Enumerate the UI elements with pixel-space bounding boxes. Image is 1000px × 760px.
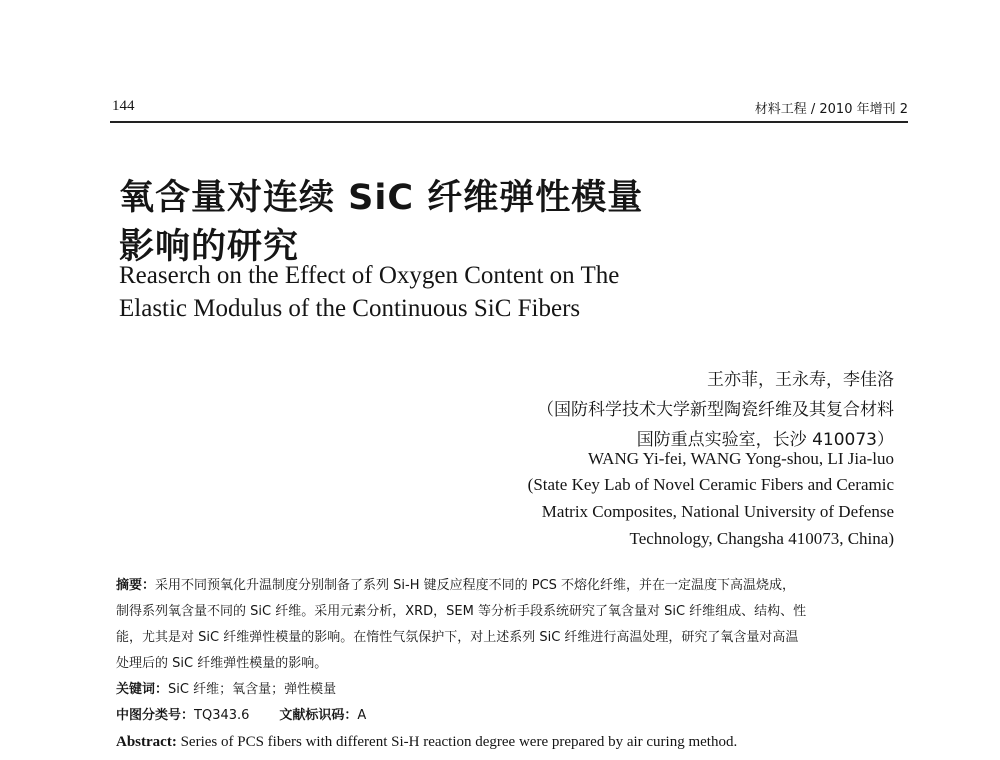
authors-cn: 王亦菲，王永寿，李佳洛: [707, 370, 894, 390]
abstract-en-text: Series of PCS fibers with different Si-H reaction degree were prepared by air curing method.: [180, 734, 738, 750]
classification: [116, 704, 366, 723]
page-number: 144: [112, 98, 135, 114]
abstract-en: [116, 734, 737, 751]
affiliation-en-line3: Technology, Changsha 410073, China): [629, 529, 894, 548]
title-cn-line2: 影响的研究: [119, 227, 300, 267]
affiliation-cn-line1: （国防科学技术大学新型陶瓷纤维及其复合材料: [537, 400, 894, 420]
header-rule: [110, 121, 908, 123]
abstract-cn-line1: [116, 574, 795, 593]
abstract-cn-line2: 制得系列氧含量不同的 SiC 纤维。采用元素分析，XRD，SEM 等分析手段系统研究了氧含量对 SiC 纤维组成、结构、性: [116, 604, 807, 619]
clc-label: 中图分类号：: [116, 708, 195, 723]
authors-en: WANG Yi-fei, WANG Yong-shou, LI Jia-luo: [588, 449, 894, 468]
abstract-cn-label: 摘要：: [116, 578, 156, 593]
doc-code-label: 文献标识码：: [279, 708, 358, 723]
affiliation-cn-line2: 国防重点实验室，长沙 410073）: [636, 430, 894, 450]
title-en-line2: Elastic Modulus of the Continuous SiC Fibers: [119, 295, 581, 322]
keywords-value: SiC 纤维；氧含量；弹性模量: [168, 682, 337, 697]
keywords-label: 关键词：: [116, 682, 169, 697]
abstract-cn-text1: 采用不同预氧化升温制度分别制备了系列 Si-H 键反应程度不同的 PCS 不熔化纤维，并在一定温度下高温烧成，: [155, 578, 796, 593]
journal-header: 材料工程 / 2010 年增刊 2: [754, 102, 908, 117]
affiliation-en-line2: Matrix Composites, National University of Defense: [541, 502, 894, 521]
abstract-cn-line4: 处理后的 SiC 纤维弹性模量的影响。: [116, 656, 328, 671]
title-cn-line1: 氧含量对连续 SiC 纤维弹性模量: [119, 178, 644, 218]
keywords: [116, 678, 336, 697]
title-en-line1: Reaserch on the Effect of Oxygen Content on The: [119, 262, 620, 289]
affiliation-en-line1: (State Key Lab of Novel Ceramic Fibers and Ceramic: [527, 475, 894, 494]
abstract-cn-line3: 能，尤其是对 SiC 纤维弹性模量的影响。在惰性气氛保护下，对上述系列 SiC 纤维进行高温处理，研究了氧含量对高温: [116, 630, 799, 645]
abstract-en-label: Abstract:: [116, 734, 177, 750]
doc-code-value: A: [357, 708, 367, 723]
clc-value: TQ343.6: [194, 708, 250, 723]
